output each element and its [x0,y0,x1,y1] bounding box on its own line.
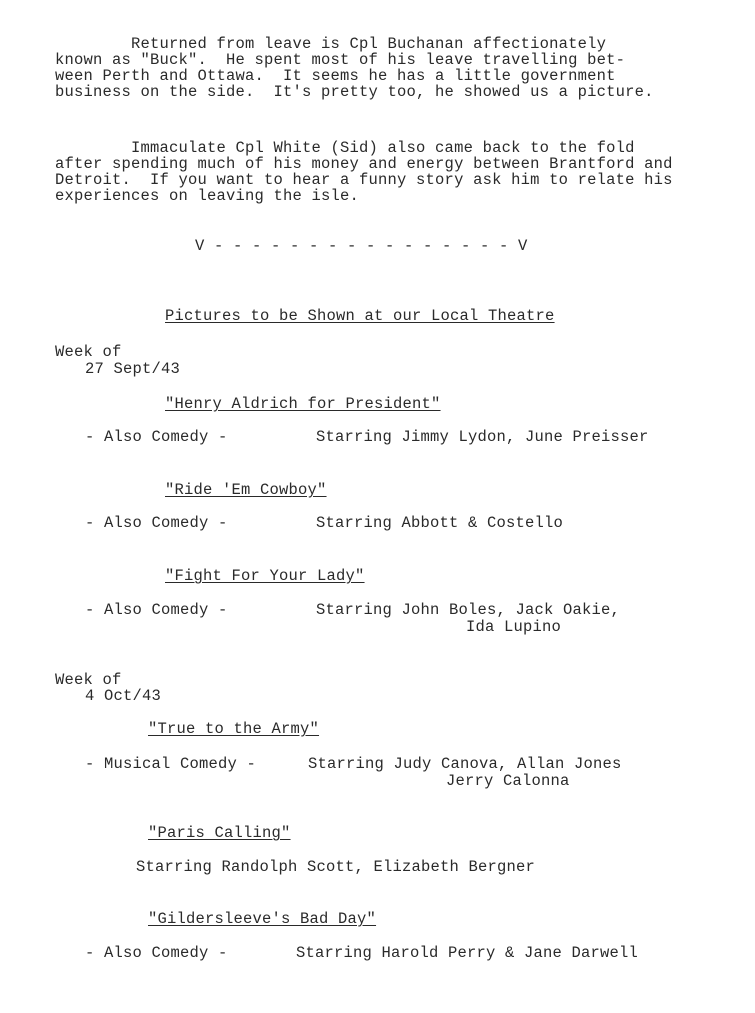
film-note: - Also Comedy - [85,944,228,962]
film-starring: Starring Jimmy Lydon, June Preisser [316,428,649,446]
film-note: - Also Comedy - [85,514,228,532]
film-starring: Starring John Boles, Jack Oakie, [316,601,621,619]
film-starring-continued: Jerry Calonna [446,772,570,790]
film-starring: Starring Randolph Scott, Elizabeth Bergner [136,858,536,876]
paragraph-1-line-1: Returned from leave is Cpl Buchanan affectionately [55,35,607,53]
section-divider: V - - - - - - - - - - - - - - - - V [195,237,528,255]
film-title: "Fight For Your Lady" [165,567,365,585]
paragraph-1-line-2: known as "Buck". He spent most of his leave travelling bet- [55,51,626,69]
film-title: "Ride 'Em Cowboy" [165,481,327,499]
film-title: "Paris Calling" [148,824,291,842]
film-starring: Starring Judy Canova, Allan Jones [308,755,622,773]
film-title: "True to the Army" [148,720,320,738]
film-title: "Gildersleeve's Bad Day" [148,910,377,928]
film-title: "Henry Aldrich for President" [165,395,441,413]
paragraph-2-line-1: Immaculate Cpl White (Sid) also came back to the fold [55,139,635,157]
paragraph-1-line-3: ween Perth and Ottawa. It seems he has a little government [55,67,616,85]
week-2-date: 4 Oct/43 [85,687,162,705]
week-1-label: Week of [55,343,122,361]
film-note: - Also Comedy - [85,601,228,619]
film-starring-continued: Ida Lupino [466,618,562,636]
paragraph-2-line-4: experiences on leaving the isle. [55,187,360,205]
week-1-date: 27 Sept/43 [85,360,181,378]
film-note: - Also Comedy - [85,428,228,446]
paragraph-2-line-3: Detroit. If you want to hear a funny story ask him to relate his [55,171,673,189]
film-starring: Starring Harold Perry & Jane Darwell [296,944,639,962]
week-2-label: Week of [55,671,122,689]
section-title: Pictures to be Shown at our Local Theatre [165,307,555,325]
film-starring: Starring Abbott & Costello [316,514,564,532]
film-note: - Musical Comedy - [85,755,257,773]
paragraph-1-line-4: business on the side. It's pretty too, he showed us a picture. [55,83,654,101]
paragraph-2-line-2: after spending much of his money and energy between Brantford and [55,155,673,173]
